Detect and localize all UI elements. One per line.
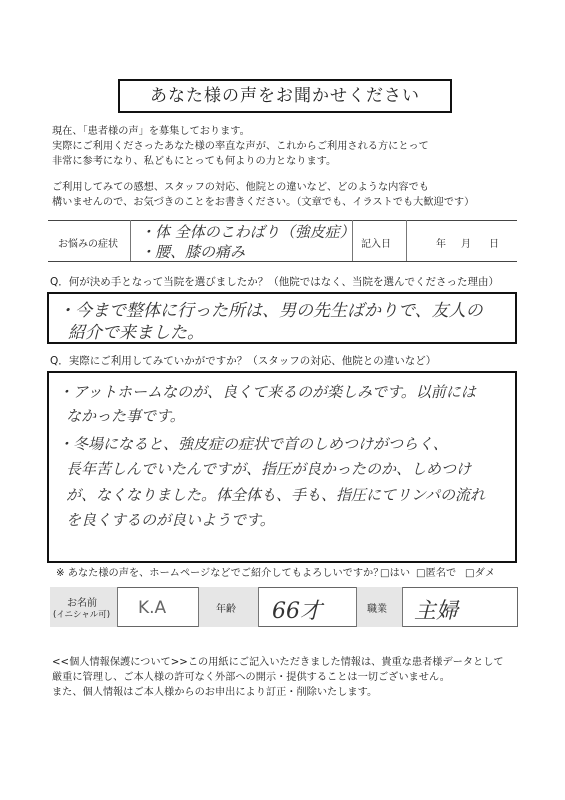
date-month: 月 [461, 239, 471, 250]
q2-answer-line-6: を良くするのが良いようです。 [66, 511, 275, 529]
symptom-answer-1: ・体 全体のこわばり（強皮症） [140, 223, 355, 241]
age-value: 66才 [272, 599, 322, 624]
page-title: あなた様の声をお聞かせください [118, 79, 452, 113]
profile-divider-2 [198, 587, 199, 627]
name-value: K.A [138, 598, 167, 618]
privacy-line-3: また、個人情報はご本人様からのお申出により訂正・削除いたします。 [52, 687, 378, 698]
name-sublabel: (イニシャル可) [53, 610, 111, 620]
date-year: 年 [436, 239, 446, 250]
intro-line-2: 実際にご利用くださったあなた様の率直な声が、これからご利用される方にとって [52, 141, 429, 152]
profile-divider-1 [117, 587, 118, 627]
profile-divider-3 [258, 587, 259, 627]
profile-divider-5 [402, 587, 403, 627]
q2-answer-line-4: 長年苦しんでいたんですが、指圧が良かったのか、しめつけ [66, 460, 472, 478]
privacy-line-1: <<個人情報保護について>>この用紙にご記入いただきました情報は、貴重な患者様データとして [52, 657, 504, 668]
q2-answer-line-1: ・アットホームなのが、良くて来るのが楽しみです。以前には [58, 383, 476, 401]
symptom-divider-1 [130, 220, 131, 261]
age-label: 年齢 [216, 604, 236, 615]
intro-line-4: ご利用してみての感想、スタッフの対応、他院との違いなど、どのような内容でも [52, 182, 429, 193]
date-label: 記入日 [361, 239, 391, 250]
q2-answer-line-5: が、なくなりました。体全体も、手も、指圧にてリンパの流れ [66, 486, 485, 504]
symptom-answer-2: ・腰、膝の痛み [140, 243, 246, 261]
q2-question: Q．実際にご利用してみていかがですか？（スタッフの対応、他院との違いなど） [50, 355, 437, 367]
intro-line-5: 構いませんので、お気づきのことをお書きください。（文章でも、イラストでも大歓迎です） [52, 197, 475, 208]
name-label: お名前 [67, 598, 97, 609]
job-value: 主婦 [414, 599, 459, 624]
intro-line-3: 非常に参考になり、私どもにとっても何よりの力となります。 [52, 156, 337, 167]
consent-yes-checkbox[interactable]: □はい [380, 568, 411, 579]
consent-no-checkbox[interactable]: □ダメ [465, 568, 496, 579]
consent-anonymous-checkbox[interactable]: □匿名で [416, 568, 457, 579]
consent-text: ※ あなた様の声を、ホームページなどでご紹介してもよろしいですか？ [56, 568, 384, 579]
intro-line-1: 現在、「患者様の声」を募集しております。 [52, 126, 250, 137]
symptom-divider-3 [406, 220, 407, 261]
q1-answer-line-1: ・今まで整体に行った所は、男の先生ばかりで、友人の [58, 301, 483, 321]
q1-question: Q．何が決め手となって当院を選びましたか？（他院ではなく、当院を選んでくださった理由） [50, 276, 500, 288]
job-label: 職業 [367, 604, 387, 615]
q2-answer-line-2: なかった事です。 [66, 407, 185, 425]
symptom-label: お悩みの症状 [58, 239, 118, 250]
privacy-line-2: 厳重に管理し、ご本人様の許可なく外部への開示・提供することは一切ございません。 [52, 672, 450, 683]
q2-answer-line-3: ・冬場になると、強皮症の症状で首のしめつけがつらく、 [58, 435, 448, 453]
profile-divider-4 [356, 587, 357, 627]
date-day: 日 [489, 239, 499, 250]
q1-answer-line-2: 紹介で来ました。 [68, 323, 204, 343]
